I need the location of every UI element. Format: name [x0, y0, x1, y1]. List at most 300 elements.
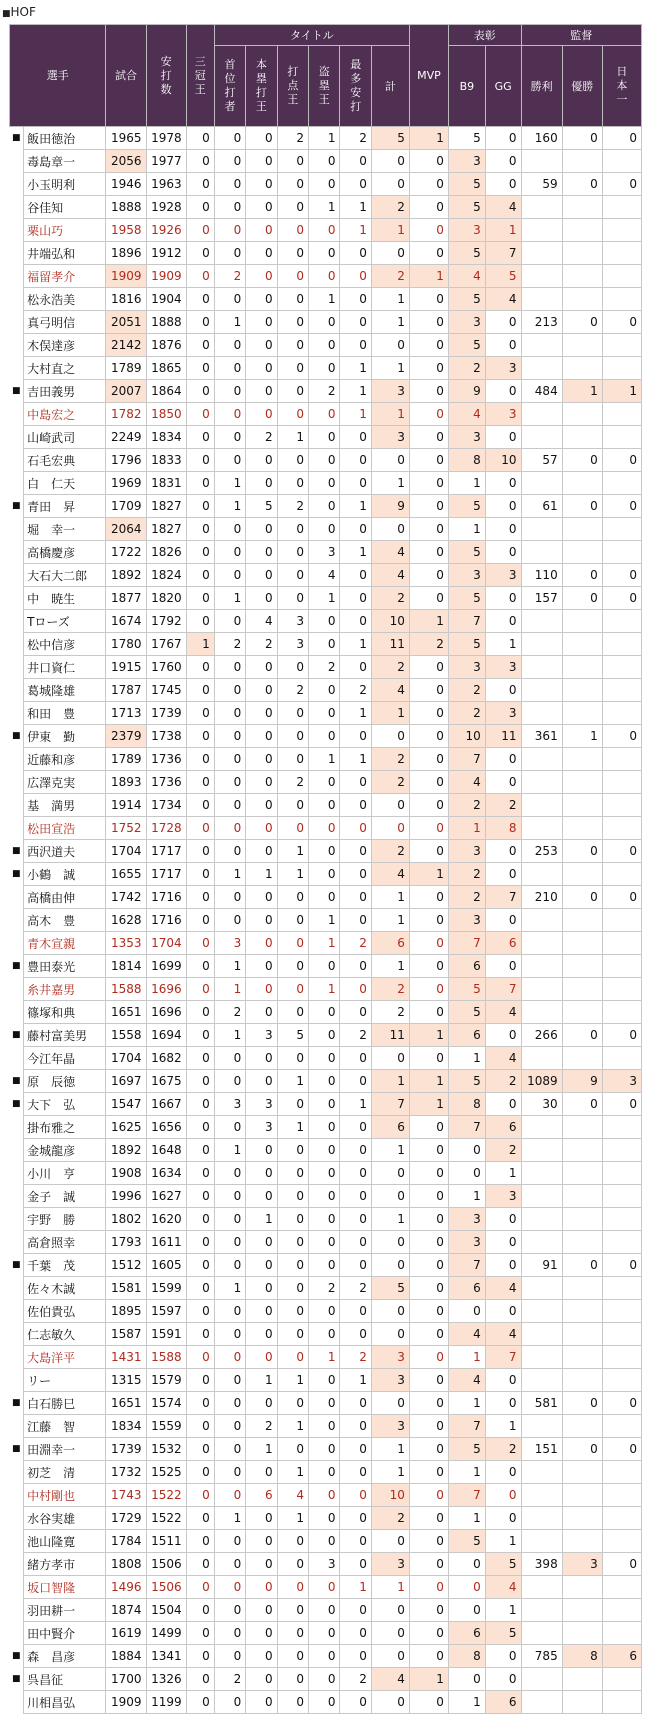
stat-cell: 5 [448, 495, 485, 518]
stat-cell: 1 [246, 1438, 277, 1461]
row-marker [10, 1001, 24, 1024]
stat-cell: 0 [277, 564, 308, 587]
stat-cell: 0 [186, 955, 214, 978]
stat-cell: 0 [309, 725, 340, 748]
stat-cell: 0 [186, 1139, 214, 1162]
stat-cell: 0 [485, 1300, 521, 1323]
stat-cell [521, 1369, 562, 1392]
stat-cell [521, 1300, 562, 1323]
stat-cell: 1 [309, 288, 340, 311]
stat-cell: 0 [309, 1438, 340, 1461]
stat-cell [562, 1001, 602, 1024]
stat-cell: 4 [277, 1484, 308, 1507]
stat-cell: 0 [214, 541, 245, 564]
stat-cell: 3 [371, 380, 409, 403]
stat-cell [602, 403, 641, 426]
stat-cell: 1 [448, 1346, 485, 1369]
stat-cell: 0 [246, 771, 277, 794]
stat-cell [521, 219, 562, 242]
stat-cell: 7 [485, 978, 521, 1001]
stat-cell: 1 [214, 495, 245, 518]
stat-cell: 0 [246, 1047, 277, 1070]
stat-cell: 0 [186, 495, 214, 518]
stat-cell [521, 150, 562, 173]
stat-cell: 0 [409, 150, 448, 173]
stat-cell: 0 [309, 1231, 340, 1254]
stat-cell: 0 [309, 1576, 340, 1599]
table-row [10, 1116, 642, 1139]
stat-cell: 0 [246, 334, 277, 357]
stat-cell [602, 1231, 641, 1254]
stat-cell: 0 [340, 771, 371, 794]
stat-cell: 1 [246, 1369, 277, 1392]
games-cell: 1674 [106, 610, 146, 633]
stat-cell: 0 [277, 1047, 308, 1070]
stat-cell: 3 [309, 541, 340, 564]
stat-cell: 0 [214, 173, 245, 196]
stat-cell: 0 [186, 794, 214, 817]
stat-cell: 2 [277, 495, 308, 518]
stat-cell: 0 [277, 1231, 308, 1254]
stat-cell: 1 [214, 863, 245, 886]
player-name: 伊東 勤 [24, 725, 106, 748]
stat-cell: 0 [309, 1392, 340, 1415]
stat-cell: 0 [214, 748, 245, 771]
stat-cell [602, 1415, 641, 1438]
stat-cell: 4 [448, 1369, 485, 1392]
stat-cell: 0 [340, 173, 371, 196]
hits-cell: 1760 [146, 656, 186, 679]
table-row [10, 955, 642, 978]
stat-cell: 0 [214, 150, 245, 173]
stat-cell: 1089 [521, 1070, 562, 1093]
stat-cell: 0 [309, 426, 340, 449]
stat-cell: 0 [409, 196, 448, 219]
stat-cell [521, 1668, 562, 1691]
table-row [10, 219, 642, 242]
stat-cell: 0 [371, 794, 409, 817]
stat-cell: 91 [521, 1254, 562, 1277]
stat-cell [521, 1047, 562, 1070]
stat-cell: 2 [448, 863, 485, 886]
hits-cell: 1504 [146, 1599, 186, 1622]
stat-cell: 1 [562, 725, 602, 748]
player-name: 糸井嘉男 [24, 978, 106, 1001]
stat-cell: 0 [246, 1070, 277, 1093]
stat-cell: 30 [521, 1093, 562, 1116]
hits-cell: 1745 [146, 679, 186, 702]
stat-cell: 0 [485, 1024, 521, 1047]
stat-cell: 0 [309, 357, 340, 380]
table-row [10, 656, 642, 679]
stat-cell: 1 [371, 311, 409, 334]
stat-cell [602, 1622, 641, 1645]
stat-cell: 0 [214, 1599, 245, 1622]
stat-cell: 5 [448, 1070, 485, 1093]
stat-cell [602, 242, 641, 265]
stat-cell: 4 [309, 564, 340, 587]
stat-cell: 2 [340, 127, 371, 150]
stat-cell: 3 [448, 426, 485, 449]
stat-cell: 7 [485, 886, 521, 909]
stat-cell [562, 1530, 602, 1553]
stat-cell: 0 [246, 150, 277, 173]
stat-cell: 0 [186, 748, 214, 771]
table-row [10, 357, 642, 380]
stat-cell [602, 518, 641, 541]
player-name: 千葉 茂 [24, 1254, 106, 1277]
stat-cell: 0 [602, 1553, 641, 1576]
stat-cell [562, 771, 602, 794]
stat-cell: 0 [371, 1645, 409, 1668]
games-cell: 1877 [106, 587, 146, 610]
stat-cell: 0 [448, 1576, 485, 1599]
legend [2, 5, 36, 21]
stat-cell: 0 [409, 656, 448, 679]
stat-cell: 0 [186, 840, 214, 863]
stat-cell [602, 219, 641, 242]
games-cell: 1802 [106, 1208, 146, 1231]
games-cell: 1782 [106, 403, 146, 426]
stat-cell: 0 [186, 1484, 214, 1507]
stat-cell: 0 [214, 1070, 245, 1093]
stat-cell: 0 [409, 426, 448, 449]
games-cell: 1908 [106, 1162, 146, 1185]
stat-cell: 0 [309, 1185, 340, 1208]
hof-marker: ■ [10, 380, 24, 403]
hof-marker: ■ [10, 495, 24, 518]
stat-cell: 0 [186, 288, 214, 311]
row-marker [10, 978, 24, 1001]
stat-cell: 1 [409, 1070, 448, 1093]
hits-cell: 1865 [146, 357, 186, 380]
stat-cell: 0 [186, 1461, 214, 1484]
stat-cell: 1 [214, 1277, 245, 1300]
hof-marker: ■ [10, 840, 24, 863]
stat-cell: 0 [309, 449, 340, 472]
stat-cell: 7 [448, 1116, 485, 1139]
hof-marker: ■ [10, 127, 24, 150]
stat-cell: 0 [409, 794, 448, 817]
stat-cell [521, 909, 562, 932]
table-row [10, 1576, 642, 1599]
stat-cell: 0 [602, 173, 641, 196]
stat-cell: 0 [309, 1415, 340, 1438]
stat-cell [602, 1691, 641, 1714]
stat-cell: 0 [409, 1047, 448, 1070]
table-row [10, 1392, 642, 1415]
stat-cell: 1 [371, 1208, 409, 1231]
stat-cell: 4 [448, 771, 485, 794]
stat-cell: 1 [371, 472, 409, 495]
stat-cell: 0 [340, 909, 371, 932]
row-marker [10, 357, 24, 380]
stat-cell: 11 [371, 633, 409, 656]
stat-cell: 0 [371, 1300, 409, 1323]
table-row [10, 1530, 642, 1553]
table-row [10, 288, 642, 311]
stat-cell: 0 [340, 1208, 371, 1231]
stat-cell: 0 [186, 173, 214, 196]
hof-marker: ■ [10, 863, 24, 886]
stat-cell: 0 [246, 1507, 277, 1530]
stat-cell: 0 [371, 1691, 409, 1714]
stat-cell: 0 [246, 449, 277, 472]
stat-cell [602, 794, 641, 817]
stat-cell: 0 [214, 702, 245, 725]
stat-cell [562, 748, 602, 771]
stat-cell: 0 [340, 518, 371, 541]
stat-cell [602, 357, 641, 380]
stat-cell [602, 150, 641, 173]
hits-cell: 1648 [146, 1139, 186, 1162]
stat-cell: 0 [277, 817, 308, 840]
stat-cell: 0 [277, 403, 308, 426]
games-cell: 2051 [106, 311, 146, 334]
stat-cell [602, 541, 641, 564]
table-row [10, 1346, 642, 1369]
stat-cell: 1 [371, 403, 409, 426]
stat-cell: 6 [448, 1622, 485, 1645]
stat-cell: 0 [309, 311, 340, 334]
stat-cell [602, 610, 641, 633]
stat-cell: 0 [309, 219, 340, 242]
stat-cell: 151 [521, 1438, 562, 1461]
stat-cell: 8 [448, 1645, 485, 1668]
player-name: 小玉明利 [24, 173, 106, 196]
player-name: 宇野 勝 [24, 1208, 106, 1231]
stat-cell: 0 [562, 1254, 602, 1277]
table-row [10, 1139, 642, 1162]
stat-cell: 0 [409, 1001, 448, 1024]
stat-cell: 0 [277, 334, 308, 357]
stat-cell [562, 196, 602, 219]
player-name: 井口資仁 [24, 656, 106, 679]
stat-cell [602, 1346, 641, 1369]
hits-cell: 1597 [146, 1300, 186, 1323]
stat-cell: 0 [186, 817, 214, 840]
stat-cell: 0 [409, 564, 448, 587]
stat-cell: 0 [409, 1484, 448, 1507]
header-titles: タイトル [214, 25, 409, 46]
stat-cell [602, 748, 641, 771]
stat-cell: 6 [246, 1484, 277, 1507]
stat-cell: 0 [409, 1231, 448, 1254]
player-name: 呉昌征 [24, 1668, 106, 1691]
games-cell: 1915 [106, 656, 146, 679]
stat-cell: 0 [186, 1553, 214, 1576]
stat-cell: 0 [602, 1024, 641, 1047]
stat-cell: 0 [186, 1024, 214, 1047]
stat-cell [562, 334, 602, 357]
stat-cell: 5 [448, 633, 485, 656]
stat-cell: 0 [371, 1185, 409, 1208]
stat-cell: 0 [340, 242, 371, 265]
stat-cell: 0 [371, 1323, 409, 1346]
games-cell: 1547 [106, 1093, 146, 1116]
stat-cell: 0 [309, 1024, 340, 1047]
stat-cell: 0 [246, 518, 277, 541]
stat-cell: 4 [371, 1668, 409, 1691]
table-row [10, 840, 642, 863]
stat-cell [521, 1162, 562, 1185]
stat-cell: 2 [371, 1001, 409, 1024]
hits-cell: 1599 [146, 1277, 186, 1300]
games-cell: 2064 [106, 518, 146, 541]
stat-cell: 0 [277, 1599, 308, 1622]
stat-cell: 0 [246, 288, 277, 311]
stat-cell: 0 [186, 1691, 214, 1714]
row-marker [10, 334, 24, 357]
stat-cell: 2 [485, 1070, 521, 1093]
stat-cell: 1 [371, 288, 409, 311]
player-name: リー [24, 1369, 106, 1392]
stat-cell: 0 [246, 541, 277, 564]
hits-cell: 1728 [146, 817, 186, 840]
table-row [10, 817, 642, 840]
stat-cell: 3 [485, 564, 521, 587]
table-row [10, 1668, 642, 1691]
stat-cell: 0 [277, 196, 308, 219]
hits-cell: 1826 [146, 541, 186, 564]
table-row [10, 1001, 642, 1024]
stat-cell: 3 [277, 610, 308, 633]
stat-cell: 0 [340, 955, 371, 978]
stat-cell: 1 [277, 1070, 308, 1093]
row-marker [10, 1323, 24, 1346]
stat-cell: 0 [186, 265, 214, 288]
hits-cell: 1326 [146, 1668, 186, 1691]
hits-cell: 1605 [146, 1254, 186, 1277]
stat-cell [602, 1461, 641, 1484]
stat-cell: 3 [371, 426, 409, 449]
player-name: 葛城隆雄 [24, 679, 106, 702]
stat-cell: 3 [371, 1553, 409, 1576]
stat-cell: 0 [309, 1047, 340, 1070]
header-most-hits: 最多安打 [340, 46, 371, 127]
player-name: 豊田泰光 [24, 955, 106, 978]
stat-cell: 0 [186, 242, 214, 265]
stat-cell: 0 [485, 1392, 521, 1415]
hof-marker: ■ [10, 955, 24, 978]
stat-cell: 7 [485, 242, 521, 265]
stat-cell: 4 [485, 196, 521, 219]
stat-cell: 0 [409, 311, 448, 334]
stat-cell: 10 [448, 725, 485, 748]
stat-cell: 0 [340, 1392, 371, 1415]
stat-cell [521, 771, 562, 794]
hits-cell: 1522 [146, 1507, 186, 1530]
stat-cell: 5 [448, 334, 485, 357]
stat-cell: 0 [246, 1139, 277, 1162]
stat-cell: 0 [409, 1185, 448, 1208]
stat-cell: 1 [409, 1093, 448, 1116]
stat-cell: 0 [602, 311, 641, 334]
stat-cell [521, 426, 562, 449]
stat-cell: 1 [246, 1208, 277, 1231]
stat-cell: 0 [246, 311, 277, 334]
table-row [10, 150, 642, 173]
stat-cell: 9 [371, 495, 409, 518]
stat-cell: 0 [485, 150, 521, 173]
stat-cell: 0 [246, 1553, 277, 1576]
row-marker [10, 1277, 24, 1300]
stat-cell: 0 [309, 1369, 340, 1392]
stat-cell: 1 [485, 1162, 521, 1185]
stat-cell: 1 [340, 495, 371, 518]
stat-cell [562, 817, 602, 840]
stat-cell [521, 242, 562, 265]
stat-cell: 0 [409, 725, 448, 748]
table-row [10, 127, 642, 150]
table-row [10, 449, 642, 472]
games-cell: 1742 [106, 886, 146, 909]
games-cell: 1965 [106, 127, 146, 150]
games-cell: 1780 [106, 633, 146, 656]
stat-cell: 1 [309, 909, 340, 932]
stat-cell: 0 [214, 242, 245, 265]
stat-cell: 0 [602, 449, 641, 472]
stat-cell: 1 [371, 886, 409, 909]
hits-cell: 1888 [146, 311, 186, 334]
stat-cell: 0 [371, 449, 409, 472]
stat-cell: 0 [340, 1185, 371, 1208]
stat-cell: 2 [448, 702, 485, 725]
player-name: 高橋由伸 [24, 886, 106, 909]
stat-cell: 0 [409, 380, 448, 403]
stat-cell: 160 [521, 127, 562, 150]
stat-cell: 5 [448, 173, 485, 196]
header-gg: GG [485, 46, 521, 127]
stat-cell: 0 [214, 1346, 245, 1369]
stat-cell [602, 1208, 641, 1231]
stat-cell [562, 1277, 602, 1300]
stat-cell: 0 [309, 1530, 340, 1553]
player-name: 藤村富美男 [24, 1024, 106, 1047]
stat-cell: 0 [277, 1691, 308, 1714]
hits-cell: 1834 [146, 426, 186, 449]
stat-cell: 0 [485, 587, 521, 610]
stat-cell: 361 [521, 725, 562, 748]
stat-cell: 0 [485, 311, 521, 334]
stat-cell: 0 [186, 1576, 214, 1599]
stat-cell: 0 [409, 679, 448, 702]
stat-cell: 7 [448, 748, 485, 771]
stat-cell: 0 [309, 1645, 340, 1668]
stat-cell: 3 [448, 656, 485, 679]
stat-cell: 2 [214, 1001, 245, 1024]
header-manager: 監督 [521, 25, 641, 46]
stat-cell: 0 [214, 610, 245, 633]
stat-cell: 0 [214, 679, 245, 702]
stat-cell: 0 [309, 771, 340, 794]
hof-marker: ■ [10, 1254, 24, 1277]
stat-cell [562, 518, 602, 541]
stat-cell: 0 [186, 564, 214, 587]
stat-cell: 2 [409, 633, 448, 656]
stat-cell: 1 [340, 541, 371, 564]
stat-cell: 0 [409, 1599, 448, 1622]
table-row [10, 380, 642, 403]
stat-cell: 3 [277, 633, 308, 656]
stat-cell: 7 [371, 1093, 409, 1116]
stat-cell: 3 [602, 1070, 641, 1093]
stat-cell: 2 [340, 1668, 371, 1691]
stat-cell [602, 633, 641, 656]
stat-cell: 2 [340, 679, 371, 702]
stat-cell: 0 [246, 357, 277, 380]
row-marker [10, 173, 24, 196]
